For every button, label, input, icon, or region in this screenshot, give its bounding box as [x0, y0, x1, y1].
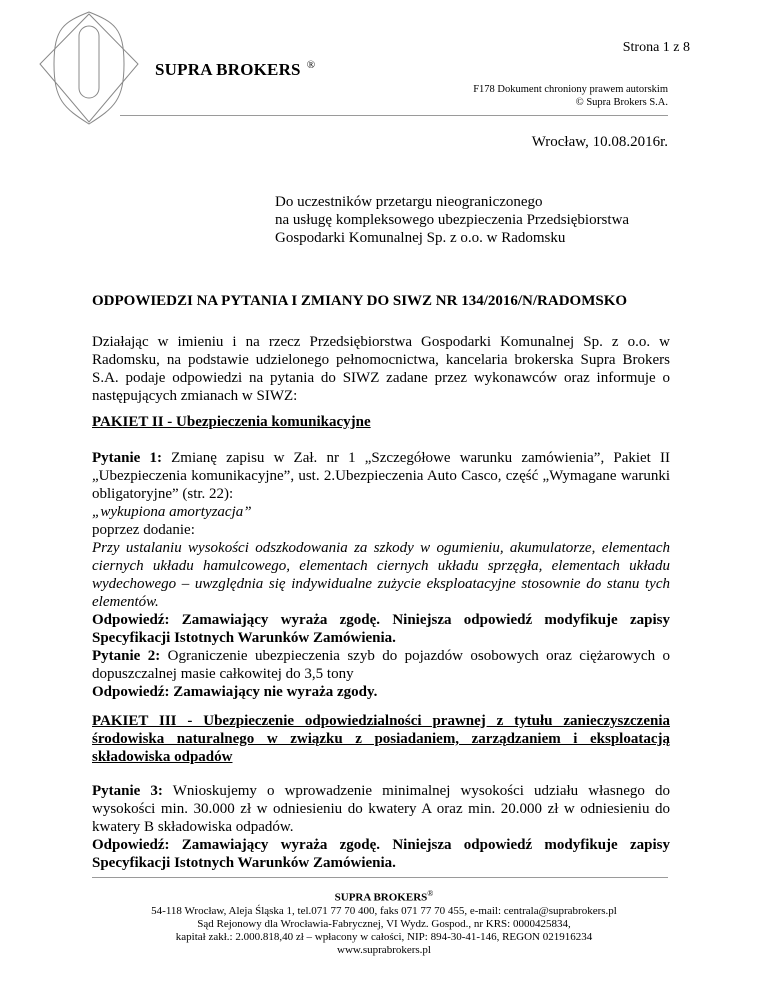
footer-address: 54-118 Wrocław, Aleja Śląska 1, tel.071 77 70 400, faks 071 77 70 455, e-mail: centrala@suprabrokers.pl	[151, 904, 617, 917]
answer-2: Odpowiedź: Zamawiający nie wyraża zgody.	[92, 684, 378, 700]
header-divider	[120, 115, 668, 116]
addressee-line: Gospodarki Komunalnej Sp. z o.o. w Radomsku	[275, 230, 566, 246]
question-3-block	[92, 782, 670, 872]
intro-paragraph: Działając w imieniu i na rzecz Przedsiębiorstwa Gospodarki Komunalnej Sp. z o.o. w Radomsku, na podstawie udzielonego pełnomocnictwa, kancelaria brokerska Supra Brokers S.A. podaje odpowiedzi na pytania do SIWZ zadane przez wykonawców oraz informuje o następujących zmianach w SIWZ:	[92, 334, 670, 404]
copyright-line-1: F178 Dokument chroniony prawem autorskim	[473, 84, 668, 95]
page-number: Strona 1 z 8	[622, 40, 690, 55]
pakiet-2-heading	[92, 413, 670, 431]
question-2-text: Ograniczenie ubezpieczenia szyb do pojazdów osobowych oraz ciężarowych o dopuszczalnej masie całkowitej do 3,5 tony	[92, 648, 670, 682]
footer-court: Sąd Rejonowy dla Wrocławia-Fabrycznej, VI Wydz. Gospod., nr KRS: 0000425834,	[197, 917, 571, 930]
footer	[40, 887, 728, 957]
question-1-block	[92, 449, 670, 647]
footer-capital: kapitał zakł.: 2.000.818,40 zł – wpłacony w całości, NIP: 894-30-41-146, REGON 021916234	[175, 930, 593, 943]
pakiet-2-heading-text: PAKIET II - Ubezpieczenia komunikacyjne	[92, 414, 371, 430]
question-1-text: Zmianę zapisu w Zał. nr 1 „Szczegółowe warunku zamówienia”, Pakiet II „Ubezpieczenia komunikacyjne”, ust. 2.Ubezpieczenia Auto Casco, część „Wymagane warunki obligatoryjne” (str. 22):	[92, 450, 670, 502]
question-1-label: Pytanie 1:	[92, 450, 162, 466]
question-3	[92, 782, 670, 836]
footer-website: www.suprabrokers.pl	[337, 943, 431, 956]
registered-mark: ®	[306, 59, 316, 71]
addressee-line: Do uczestników przetargu nieograniczonego	[275, 194, 543, 210]
question-3-text: Wnioskujemy o wprowadzenie minimalnej wysokości udziału własnego do wysokości min. 30.000 zł w odniesieniu do kwatery A oraz min. 20.000 zł w odniesieniu do kwatery B składowiska odpadów.	[92, 783, 670, 835]
pakiet-3-heading	[92, 712, 670, 766]
question-2	[92, 647, 670, 683]
oval-logo-icon	[34, 8, 144, 128]
copyright-line-2: © Supra Brokers S.A.	[575, 97, 668, 108]
footer-brand: SUPRA BROKERS®	[334, 889, 434, 904]
question-3-label: Pytanie 3:	[92, 783, 163, 799]
pakiet-3-heading-text: PAKIET III - Ubezpieczenie odpowiedzialności prawnej z tytułu zanieczyszczenia środowiska naturalnego w związku z posiadaniem, zarządzaniem i eksploatacją składowiska odpadów	[92, 713, 670, 765]
place-date: Wrocław, 10.08.2016r.	[531, 134, 668, 150]
answer-1: Odpowiedź: Zamawiający wyraża zgodę. Niniejsza odpowiedź modyfikuje zapisy Specyfikacji Istotnych Warunków Zamówienia.	[92, 612, 670, 646]
footer-divider	[92, 877, 668, 878]
answer-3: Odpowiedź: Zamawiający wyraża zgodę. Niniejsza odpowiedź modyfikuje zapisy Specyfikacji Istotnych Warunków Zamówienia.	[92, 837, 670, 871]
question-1	[92, 449, 670, 503]
addressee-line: na usługę kompleksowego ubezpieczenia Przedsiębiorstwa	[275, 212, 630, 228]
question-2-block	[92, 647, 670, 701]
copyright-note	[380, 83, 668, 109]
question-2-label: Pytanie 2:	[92, 648, 161, 664]
question-1-clause: Przy ustalaniu wysokości odszkodowania za szkody w ogumieniu, akumulatorze, elementach ciernych układu hamulcowego, elementach ciernych układu sprzęgła, elementach układu wydechowego – uwzględnia się indywidualne zużycie eksploatacyjne stosownie do stanu tych elementów.	[92, 540, 670, 610]
question-1-add: poprzez dodanie:	[92, 522, 195, 538]
question-1-quote: „wykupiona amortyzacja”	[92, 504, 252, 520]
brand-name: SUPRA BROKERS ®	[155, 59, 316, 79]
addressee-block	[275, 193, 695, 247]
document-title: ODPOWIEDZI NA PYTANIA I ZMIANY DO SIWZ NR 134/2016/N/RADOMSKO	[92, 293, 628, 309]
